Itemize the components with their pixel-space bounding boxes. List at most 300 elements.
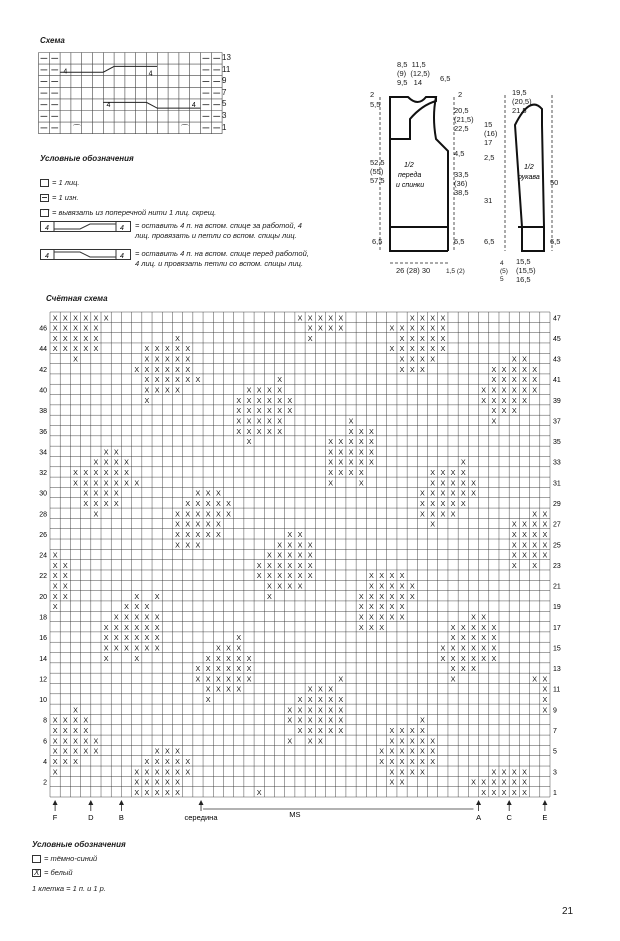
measure-sleeve-cuff: 15,5 (15,5) 16,5 (516, 257, 536, 284)
chart-cell-x: X (246, 385, 252, 395)
chart-left-row-number: 42 (39, 366, 47, 374)
chart-cell-x: X (297, 571, 303, 581)
chart-cell-x: X (236, 416, 242, 426)
chart-cell-x: X (328, 684, 334, 694)
marker-arrowhead (476, 800, 481, 805)
chart-cell-x: X (307, 571, 313, 581)
chart-cell-x: X (481, 787, 487, 797)
chart-cell-x: X (440, 509, 446, 519)
chart-cell-x: X (52, 591, 58, 601)
chart-cell-x: X (420, 364, 425, 374)
chart-cell-x: X (175, 540, 180, 550)
chart-cell-x: X (154, 767, 160, 777)
svg-text:и спинки: и спинки (396, 182, 425, 189)
marker-F: F (52, 813, 58, 822)
chart-cell-x: X (307, 333, 313, 343)
chart-cell-x: X (73, 354, 78, 364)
chart-cell-x: X (287, 529, 293, 539)
marker-A: A (476, 813, 482, 822)
chart-cell-x: X (277, 416, 282, 426)
chart-cell-x: X (491, 406, 497, 416)
chart-cell-x: X (430, 478, 436, 488)
chart-cell-x: X (52, 571, 58, 581)
chart-cell-x: X (103, 488, 109, 498)
chart-cell-x: X (491, 633, 497, 643)
chart-cell-x: X (440, 488, 446, 498)
chart-cell-x: X (542, 695, 548, 705)
chart-cell-x: X (62, 736, 68, 746)
chart-cell-x: X (215, 509, 221, 519)
chart-cell-x: X (144, 756, 150, 766)
scheme-title: Схема (40, 36, 65, 45)
chart-cell-x: X (542, 684, 548, 694)
chart-cell-x: X (73, 746, 78, 756)
chart-cell-x: X (481, 633, 487, 643)
cable-bottom (103, 102, 200, 108)
chart-cell-x: X (328, 447, 334, 457)
chart-cell-x: X (491, 767, 497, 777)
chart-cell-x: X (522, 519, 527, 529)
chart-cell-x: X (154, 746, 160, 756)
chart-cell-x: X (409, 333, 415, 343)
chart-cell-x: X (83, 344, 89, 354)
chart-cell-x: X (511, 550, 517, 560)
chart-cell-x: X (205, 684, 211, 694)
chart-cell-x: X (399, 354, 405, 364)
legend-item-dark: = тёмно-синий (32, 854, 97, 864)
chart-cell-x: X (266, 385, 272, 395)
chart-cell-x: X (266, 571, 272, 581)
chart-cell-x: X (338, 313, 344, 323)
chart-cell-x: X (62, 344, 68, 354)
chart-cell-x: X (62, 591, 68, 601)
chart-cell-x: X (440, 468, 446, 478)
marker-arrowhead (542, 800, 547, 805)
chart-cell-x: X (175, 385, 180, 395)
chart-cell-x: X (52, 581, 58, 591)
chart-cell-x: X (522, 354, 527, 364)
chart-cell-x: X (532, 385, 538, 395)
chart-cell-x: X (522, 529, 527, 539)
chart-cell-x: X (542, 540, 548, 550)
chart-cell-x: X (491, 643, 497, 653)
chart-cell-x: X (195, 488, 201, 498)
chart-cell-x: X (481, 643, 487, 653)
chart-right-row-number: 39 (553, 397, 561, 405)
chart-cell-x: X (175, 509, 180, 519)
cross-stitch-symbol: ⌒ (42, 210, 49, 218)
chart-cell-x: X (83, 323, 89, 333)
chart-cell-x: X (440, 344, 446, 354)
chart-cell-x: X (205, 695, 211, 705)
chart-cell-x: X (491, 787, 497, 797)
chart-cell-x: X (185, 344, 191, 354)
chart-cell-x: X (511, 354, 517, 364)
chart-cell-x: X (287, 581, 293, 591)
chart-left-row-number: 16 (39, 635, 47, 643)
chart-cell-x: X (358, 622, 364, 632)
chart-cell-x: X (542, 550, 548, 560)
chart-right-row-number: 25 (553, 542, 561, 550)
chart-cell-x: X (430, 736, 436, 746)
chart-cell-x: X (73, 726, 78, 736)
chart-cell-x: X (62, 581, 68, 591)
measure-side: 1,5 (2) (446, 268, 465, 275)
chart-cell-x: X (420, 736, 425, 746)
chart-cell-x: X (532, 519, 538, 529)
chart-cell-x: X (277, 540, 282, 550)
chart-cell-x: X (307, 323, 313, 333)
chart-cell-x: X (307, 313, 313, 323)
chart-cell-x: X (471, 664, 476, 674)
chart-cell-x: X (399, 767, 405, 777)
chart-cell-x: X (511, 519, 517, 529)
measure-neck-top: 8,5 11,5 (9) (12,5) 9,5 14 (397, 60, 430, 87)
chart-cell-x: X (318, 736, 323, 746)
chart-cell-x: X (338, 447, 344, 457)
chart-cell-x: X (440, 323, 446, 333)
chart-cell-x: X (93, 333, 99, 343)
chart-cell-x: X (430, 313, 436, 323)
chart-cell-x: X (460, 457, 466, 467)
chart-cell-x: X (460, 499, 466, 508)
chart-cell-x: X (409, 323, 415, 333)
chart-right-row-number: 23 (553, 562, 561, 570)
chart-cell-x: X (144, 777, 150, 787)
chart-cell-x: X (307, 705, 313, 715)
cable-number: 4 (106, 102, 111, 110)
chart-cell-x: X (481, 622, 487, 632)
chart-cell-x: X (93, 323, 99, 333)
chart-cell-x: X (328, 323, 334, 333)
chart-cell-x: X (154, 756, 160, 766)
chart-cell-x: X (532, 674, 538, 684)
chart-cell-x: X (205, 664, 211, 674)
chart-cell-x: X (93, 736, 99, 746)
chart-cell-x: X (93, 457, 99, 467)
chart-cell-x: X (246, 426, 252, 436)
chart-cell-x: X (164, 375, 170, 385)
chart-cell-x: X (348, 457, 354, 467)
chart-cell-x: X (266, 426, 272, 436)
chart-cell-x: X (73, 313, 78, 323)
chart-cell-x: X (369, 602, 374, 612)
chart-cell-x: X (144, 375, 150, 385)
chart-cell-x: X (379, 581, 385, 591)
chart-cell-x: X (277, 560, 282, 570)
chart-cell-x: X (511, 787, 517, 797)
chart-cell-x: X (389, 726, 395, 736)
chart-cell-x: X (450, 488, 456, 498)
measure-shoulder-left: 2 5,5 (370, 90, 381, 109)
chart-cell-x: X (420, 726, 425, 736)
chart-cell-x: X (62, 313, 68, 323)
chart-cell-x: X (266, 581, 272, 591)
chart-cell-x: X (185, 509, 191, 519)
chart-cell-x: X (430, 499, 436, 508)
chart-cell-x: X (287, 406, 293, 416)
chart-cell-x: X (93, 488, 99, 498)
chart-cell-x: X (307, 684, 313, 694)
svg-text:4: 4 (120, 225, 124, 232)
chart-cell-x: X (93, 509, 99, 519)
chart-cell-x: X (440, 499, 446, 508)
chart-cell-x: X (236, 633, 242, 643)
chart-cell-x: X (144, 354, 150, 364)
chart-cell-x: X (440, 653, 446, 663)
chart-cell-x: X (134, 653, 140, 663)
chart-cell-x: X (93, 468, 99, 478)
chart-cell-x: X (83, 499, 89, 508)
marker-arrowhead (119, 800, 124, 805)
legend-item-cable-front: 4 4 = оставить 4 п. на вспом. спице перед работой, 4 лиц. и провязать петли со вспом. спицы лиц. (40, 249, 310, 269)
chart-cell-x: X (52, 333, 58, 343)
chart-cell-x: X (113, 488, 119, 498)
chart-cell-x: X (83, 726, 89, 736)
chart-cell-x: X (430, 756, 436, 766)
marker-B: B (118, 813, 124, 822)
marker-C: C (506, 813, 512, 822)
chart-x-marks (53, 313, 548, 797)
chart-right-row-number: 1 (553, 789, 557, 797)
chart-right-row-number: 3 (553, 769, 557, 777)
chart-cell-x: X (205, 653, 211, 663)
chart-cell-x: X (338, 437, 344, 447)
chart-cell-x: X (73, 468, 78, 478)
chart-cell-x: X (246, 674, 252, 684)
chart-cell-x: X (226, 643, 231, 653)
chart-cell-x: X (297, 313, 303, 323)
chart-left-row-number: 10 (39, 697, 47, 705)
chart-cell-x: X (62, 571, 68, 581)
chart-cell-x: X (277, 550, 282, 560)
chart-cell-x: X (256, 787, 262, 797)
chart-cell-x: X (409, 746, 415, 756)
chart-cell-x: X (175, 364, 180, 374)
chart-cell-x: X (124, 468, 129, 478)
chart-cell-x: X (52, 767, 58, 777)
chart-cell-x: X (52, 323, 58, 333)
chart-cell-x: X (399, 602, 405, 612)
chart-cell-x: X (379, 602, 385, 612)
chart-cell-x: X (266, 395, 272, 405)
chart-cell-x: X (511, 767, 517, 777)
chart-cell-x: X (154, 375, 160, 385)
chart-cell-x: X (399, 736, 405, 746)
chart-cell-x: X (542, 529, 548, 539)
chart-cell-x: X (175, 787, 180, 797)
chart-cell-x: X (542, 509, 548, 519)
chart-cell-x: X (450, 674, 456, 684)
chart-cell-x: X (328, 437, 334, 447)
chart-cell-x: X (399, 571, 405, 581)
chart-cell-x: X (164, 756, 170, 766)
chart-cell-x: X (420, 344, 425, 354)
chart-cell-x: X (215, 684, 221, 694)
chart-cell-x: X (103, 313, 109, 323)
chart-cell-x: X (93, 478, 99, 488)
chart-cell-x: X (277, 406, 282, 416)
chart-cell-x: X (338, 695, 344, 705)
chart-cell-x: X (215, 674, 221, 684)
chart-cell-x: X (83, 333, 89, 343)
chart-cell-x: X (450, 633, 456, 643)
chart-left-row-number: 40 (39, 387, 47, 395)
chart-cell-x: X (338, 457, 344, 467)
chart-cell-x: X (164, 777, 170, 787)
chart-cell-x: X (440, 643, 446, 653)
cable-number: 4 (191, 102, 196, 110)
chart-cell-x: X (195, 664, 201, 674)
chart-cell-x: X (511, 529, 517, 539)
chart-cell-x: X (389, 767, 395, 777)
chart-cell-x: X (399, 581, 405, 591)
chart-cell-x: X (338, 674, 344, 684)
chart-cell-x: X (307, 715, 313, 725)
chart-cell-x: X (430, 519, 436, 529)
chart-cell-x: X (522, 375, 527, 385)
chart-cell-x: X (471, 653, 476, 663)
chart-cell-x: X (471, 488, 476, 498)
chart-cell-x: X (52, 602, 58, 612)
chart-cell-x: X (287, 715, 293, 725)
chart-cell-x: X (83, 746, 89, 756)
chart-cell-x: X (542, 519, 548, 529)
chart-cell-x: X (175, 333, 180, 343)
chart-cell-x: X (113, 499, 119, 508)
chart-left-row-number: 24 (39, 552, 47, 560)
chart-cell-x: X (73, 478, 78, 488)
chart-right-row-number: 47 (553, 315, 561, 323)
chart-cell-x: X (277, 581, 282, 591)
measure-sleeve-top: 19,5 (20,5) 21,5 (512, 88, 532, 115)
chart-cell-x: X (460, 478, 466, 488)
chart-cell-x: X (175, 354, 180, 364)
chart-cell-x: X (175, 344, 180, 354)
chart-cell-x: X (399, 591, 405, 601)
chart-cell-x: X (511, 777, 517, 787)
chart-cell-x: X (318, 726, 323, 736)
cross-mark: ⌒ (180, 124, 189, 134)
chart-cell-x: X (328, 457, 334, 467)
chart-cell-x: X (399, 756, 405, 766)
chart-cell-x: X (420, 313, 425, 323)
chart-cell-x: X (481, 385, 487, 395)
chart-left-row-number: 8 (43, 717, 47, 725)
chart-cell-x: X (430, 746, 436, 756)
chart-cell-x: X (73, 756, 78, 766)
knit-symbol (40, 179, 49, 187)
svg-text:4: 4 (45, 253, 49, 260)
chart-cell-x: X (379, 571, 385, 581)
chart-cell-x: X (358, 457, 364, 467)
legend-item-purl: = 1 изн. (40, 193, 79, 203)
chart-cell-x: X (52, 344, 58, 354)
chart-cell-x: X (501, 406, 507, 416)
chart-cell-x: X (379, 622, 385, 632)
chart-cell-x: X (522, 540, 527, 550)
chart-cell-x: X (511, 364, 517, 374)
chart-cell-x: X (185, 519, 191, 529)
chart-cell-x: X (83, 313, 89, 323)
chart-cell-x: X (113, 643, 119, 653)
chart-cell-x: X (236, 395, 242, 405)
measure-sleeve-rib-right: 6,5 (550, 237, 561, 246)
knitting-chart (30, 308, 575, 830)
chart-cell-x: X (369, 437, 374, 447)
chart-cell-x: X (124, 633, 129, 643)
chart-cell-x: X (532, 509, 538, 519)
chart-cell-x: X (491, 777, 497, 787)
chart-cell-x: X (409, 354, 415, 364)
chart-cell-x: X (62, 715, 68, 725)
chart-cell-x: X (420, 354, 425, 364)
chart-cell-x: X (195, 375, 201, 385)
chart-cell-x: X (93, 313, 99, 323)
chart-cell-x: X (338, 323, 344, 333)
chart-cell-x: X (532, 540, 538, 550)
chart-cell-x: X (471, 612, 476, 622)
chart-cell-x: X (389, 591, 395, 601)
chart-right-row-number: 21 (553, 583, 561, 591)
chart-cell-x: X (328, 715, 334, 725)
chart-right-row-number: 33 (553, 459, 561, 467)
chart-cell-x: X (113, 633, 119, 643)
chart-cell-x: X (124, 622, 129, 632)
chart-cell-x: X (62, 333, 68, 343)
scheme-gridlines (39, 53, 223, 134)
chart-cell-x: X (348, 437, 354, 447)
purl-symbol (40, 194, 49, 202)
chart-cell-x: X (73, 333, 78, 343)
chart-cell-x: X (154, 354, 160, 364)
chart-cell-x: X (501, 767, 507, 777)
chart-cell-x: X (277, 375, 282, 385)
chart-cell-x: X (144, 643, 150, 653)
scheme-row-numbers: 13 11 9 7 5 3 1 (222, 53, 231, 132)
chart-cell-x: X (440, 313, 446, 323)
cable-number: 4 (148, 70, 153, 78)
chart-cell-x: X (471, 633, 476, 643)
chart-cell-x: X (246, 664, 252, 674)
chart-cell-x: X (409, 313, 415, 323)
chart-cell-x: X (103, 468, 109, 478)
chart-cell-x: X (226, 684, 231, 694)
chart-cell-x: X (266, 560, 272, 570)
chart-cell-x: X (134, 633, 140, 643)
chart-cell-x: X (73, 705, 78, 715)
chart-cell-x: X (511, 375, 517, 385)
chart-cell-x: X (287, 550, 293, 560)
chart-cell-x: X (369, 622, 374, 632)
chart-cell-x: X (215, 488, 221, 498)
chart-cell-x: X (246, 416, 252, 426)
chart-cell-x: X (154, 633, 160, 643)
chart-right-row-number: 9 (553, 707, 557, 715)
chart-cell-x: X (205, 674, 211, 684)
chart-cell-x: X (328, 313, 334, 323)
chart-cell-x: X (389, 746, 395, 756)
chart-cell-x: X (215, 653, 221, 663)
chart-cell-x: X (246, 395, 252, 405)
chart-cell-x: X (389, 756, 395, 766)
chart-cell-x: X (287, 395, 293, 405)
chart-cell-x: X (297, 695, 303, 705)
chart-cell-x: X (83, 488, 89, 498)
chart-cell-x: X (491, 395, 497, 405)
chart-cell-x: X (409, 726, 415, 736)
chart-cell-x: X (277, 395, 282, 405)
